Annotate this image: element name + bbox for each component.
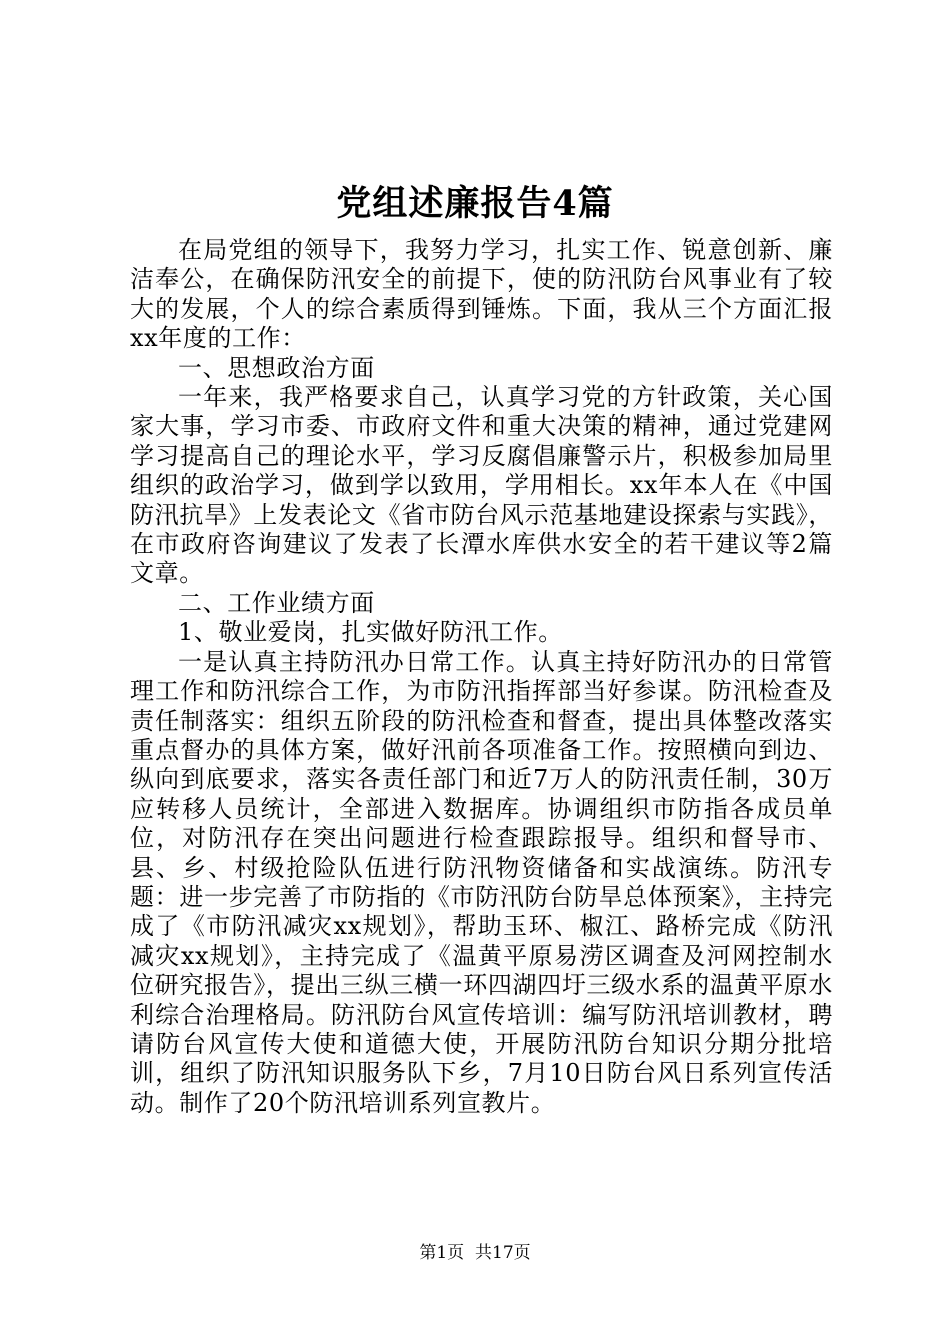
footer-spacer (464, 1243, 475, 1263)
page-number: 第1页 (419, 1243, 465, 1263)
document-body (130, 236, 833, 1118)
section-heading-ideology: 一、思想政治方面 (178, 353, 375, 382)
paragraph-intro: 在局党组的领导下，我努力学习，扎实工作、锐意创新、廉洁奉公，在确保防汛安全的前提下，使的防汛防台风事业有了较大的发展，个人的综合素质得到锤炼。下面，我从三个方面汇报xx年度的工作： (130, 236, 833, 353)
page-footer (0, 1242, 950, 1264)
page-total: 共17页 (475, 1243, 531, 1263)
section-heading-performance: 二、工作业绩方面 (178, 588, 375, 617)
paragraph-flood-office: 一是认真主持防汛办日常工作。认真主持好防汛办的日常管理工作和防汛综合工作，为市防汛指挥部当好参谋。防汛检查及责任制落实：组织五阶段的防汛检查和督查，提出具体整改落实重点督办的具体方案，做好汛前各项准备工作。按照横向到边、纵向到底要求，落实各责任部门和近7万人的防汛责任制，30万应转移人员统计，全部进入数据库。协调组织市防指各成员单位，对防汛存在突出问题进行检查跟踪报导。组织和督导市、县、乡、村级抢险队伍进行防汛物资储备和实战演练。防汛专题：进一步完善了市防指的《市防汛防台防旱总体预案》，主持完成了《市防汛减灾xx规划》，帮助玉环、椒江、路桥完成《防汛减灾xx规划》，主持完成了《温黄平原易涝区调查及河网控制水位研究报告》，提出三纵三横一环四湖四圩三级水系的温黄平原水利综合治理格局。防汛防台风宣传培训：编写防汛培训教材，聘请防台风宣传大使和道德大使，开展防汛防台知识分期分批培训，组织了防汛知识服务队下乡，7月10日防台风日系列宣传活动。制作了20个防汛培训系列宣教片。 (130, 647, 833, 1117)
subheading-flood-work: 1、敬业爱岗，扎实做好防汛工作。 (178, 618, 563, 647)
document-title: 党组述廉报告4篇 (336, 183, 614, 224)
paragraph-ideology: 一年来，我严格要求自己，认真学习党的方针政策，关心国家大事，学习市委、市政府文件和重大决策的精神，通过党建网学习提高自己的理论水平，学习反腐倡廉警示片，积极参加局里组织的政治学习，做到学以致用，学用相长。xx年本人在《中国防汛抗旱》上发表论文《省市防台风示范基地建设探索与实践》，在市政府咨询建议了发表了长潭水库供水安全的若干建议等2篇文章。 (130, 383, 833, 588)
